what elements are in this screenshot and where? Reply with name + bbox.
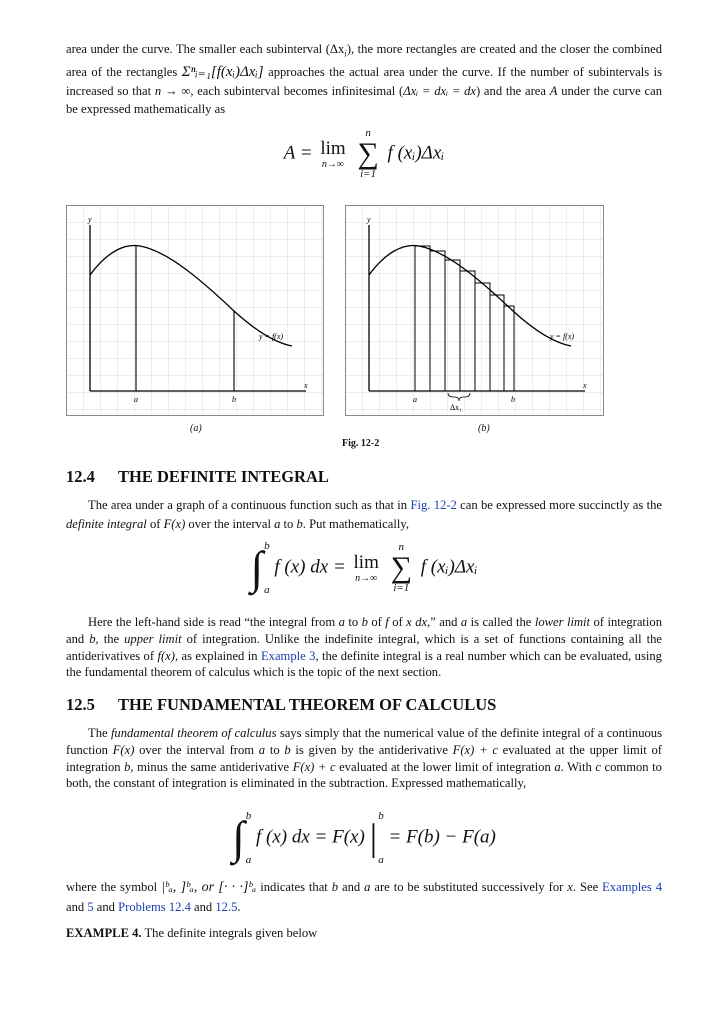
link-example-5[interactable]: 5 [87, 899, 94, 914]
inline-math: f(x) [157, 648, 175, 663]
eq-lhs: f (x) dx = [274, 556, 346, 578]
inline-var: b [89, 631, 96, 646]
link-problems-12-4[interactable]: Problems 12.4 [118, 899, 191, 914]
eq-body: f (xᵢ)Δxᵢ [387, 142, 445, 164]
text-run: . [237, 899, 241, 914]
caption-a: (a) [190, 423, 202, 434]
term: fundamental theorem of calculus [110, 726, 277, 740]
text-run: ), the more rectangles are created and the closer the combined area of the rectangles [66, 42, 663, 80]
curve-label: y = f(x) [550, 332, 575, 341]
tick-a-label: a [413, 395, 417, 404]
graph-b [345, 205, 604, 416]
text-run: evaluated at the lower limit of integration [335, 759, 555, 774]
example-label: EXAMPLE 4. [66, 926, 142, 940]
inline-var: a [338, 615, 345, 629]
eq-body: f (xᵢ)Δxᵢ [420, 556, 478, 578]
sum-upper: n [365, 127, 371, 139]
text-run: of [146, 516, 164, 531]
link-example-3[interactable]: Example 3 [260, 648, 316, 663]
integral-operator [251, 540, 270, 596]
text-run: of integration. Unlike the indefinite integral, which is a set of functions containing all the antiderivatives of [66, 631, 662, 663]
text-sub: i [344, 48, 347, 59]
section-title: THE DEFINITE INTEGRAL [118, 467, 329, 486]
lower-limit: a [264, 584, 270, 596]
text-run: approaches the actual area under the curve. If the number of subintervals is increased so that [66, 65, 662, 98]
text-run: ) and the area [475, 83, 550, 98]
equation-area-limit [66, 128, 662, 180]
inline-var: a [460, 615, 468, 629]
text-run: to [280, 516, 297, 531]
sigma-symbol: ∑ [390, 551, 412, 584]
graph-a [66, 205, 324, 416]
integral-limits [264, 540, 270, 596]
inline-math: Δxᵢ = dxᵢ = dx [403, 83, 476, 98]
text-run: ,” and [427, 615, 461, 629]
text-run: and [190, 899, 216, 914]
inline-symbols: |ᵇₐ, ]ᵇₐ, or [· · ·]ᵇₐ [161, 880, 257, 895]
eq-lhs: A = [283, 142, 313, 164]
bar-lower: a [378, 854, 384, 866]
text-run: indicates that [256, 880, 332, 894]
inline-var: c [595, 759, 601, 774]
delta-x-label: Δx₁ [450, 403, 462, 412]
bar-limits [378, 810, 384, 866]
lim-subscript: n→∞ [355, 572, 378, 584]
tick-b-label: b [232, 395, 236, 404]
text-run: says simply that the numerical value of the definite integral of a continuous function [66, 726, 662, 757]
integral-limits [246, 810, 252, 866]
inline-math: n → ∞ [154, 83, 191, 98]
inline-var: b [124, 759, 131, 774]
inline-var: b [296, 516, 303, 531]
eq-rhs: = F(b) − F(a) [388, 826, 496, 848]
figure-panel-a [66, 205, 324, 416]
lim-text: lim [320, 137, 346, 159]
text-run: over the interval [185, 516, 275, 531]
text-run: . See [572, 880, 603, 894]
integral-sign: ∫ [232, 812, 245, 863]
symbol-paragraph [66, 878, 662, 916]
evaluation-bar [370, 810, 384, 866]
sum-upper: n [398, 541, 405, 553]
text-run: where the symbol [66, 880, 162, 894]
lim-text: lim [353, 551, 379, 573]
text-run: is called the [467, 615, 535, 629]
text-run: and [66, 899, 88, 914]
figure-12-2 [66, 205, 662, 455]
inline-var: x [567, 880, 573, 894]
y-axis-label: y [88, 215, 92, 224]
inline-var: a [274, 516, 281, 531]
section-number: 12.5 [66, 695, 95, 714]
y-axis-label: y [367, 215, 371, 224]
upper-limit: b [245, 810, 252, 822]
text-run: Here the left-hand side is read “the integral from [88, 615, 339, 629]
sum-lower: i=1 [393, 582, 410, 594]
text-run: , as explained in [174, 648, 261, 663]
example-text: The definite integrals given below [144, 926, 318, 940]
section-heading-12-4 [66, 467, 329, 487]
text-run: of [367, 615, 386, 629]
x-axis-label: x [583, 381, 587, 390]
sum-lower: i=1 [360, 168, 377, 180]
section-number: 12.4 [66, 467, 95, 486]
text-run: , the [95, 631, 125, 646]
text-run: The area under a graph of a continuous function such as that in [88, 498, 411, 512]
term: upper limit [124, 631, 182, 646]
curve-label: y = f(x) [259, 332, 284, 341]
equation-fundamental-theorem [66, 810, 662, 866]
sum-operator [391, 542, 412, 594]
integral-operator [232, 810, 251, 866]
text-run: over the interval from [134, 742, 259, 757]
inline-var: f [385, 615, 389, 629]
text-run: can be expressed more succinctly as the [456, 498, 662, 512]
figure-panel-b [345, 205, 604, 416]
text-run: is given by the antiderivative [290, 742, 453, 757]
definite-integral-paragraph [66, 496, 662, 533]
text-run: . Put mathematically, [302, 516, 409, 531]
inline-var: a [364, 880, 371, 894]
text-run: , minus the same antiderivative [130, 759, 293, 774]
text-run: of integration and [66, 615, 662, 646]
inline-var: a [258, 742, 266, 757]
inline-var: b [331, 880, 339, 894]
link-fig-12-2[interactable]: Fig. 12-2 [410, 498, 457, 512]
text-run: area under the curve. The smaller each subinterval (Δx [66, 42, 345, 56]
text-run: common to both, the constant of integration is eliminated in the subtraction. Expressed mathematically, [66, 759, 662, 791]
inline-math: x dx [406, 615, 428, 629]
text-run: The [88, 726, 111, 740]
text-run: to [344, 615, 362, 629]
limits-paragraph [66, 614, 662, 681]
text-run: to [265, 742, 285, 757]
lim-subscript: n→∞ [321, 158, 345, 170]
limit-operator [354, 553, 379, 584]
bar-upper: b [378, 810, 384, 822]
tick-b-label: b [511, 395, 515, 404]
eq-lhs: f (x) dx = F(x) [256, 826, 365, 848]
fundamental-theorem-paragraph [66, 725, 662, 792]
section-heading-12-5 [66, 695, 496, 715]
text-run: under the curve can be expressed mathematically as [66, 83, 662, 117]
intro-paragraph [66, 40, 662, 119]
inline-var: a [554, 759, 561, 774]
text-run: , the definite integral is a real number which can be evaluated, using the fundamental theorem of calculus which is the topic of the next section. [66, 648, 662, 680]
figure-caption: Fig. 12-2 [342, 438, 380, 449]
text-run: . With [560, 759, 596, 774]
link-examples-4[interactable]: Examples 4 [602, 880, 663, 894]
inline-sum-expression: Σⁿᵢ₌₁[f(xᵢ)Δxᵢ] [181, 64, 264, 81]
integral-sign: ∫ [250, 542, 264, 593]
link-problem-12-5[interactable]: 12.5 [215, 899, 238, 914]
term: lower limit [534, 615, 591, 629]
term: definite integral [66, 516, 147, 531]
text-run: and [93, 899, 119, 914]
section-title: THE FUNDAMENTAL THEOREM OF CALCULUS [118, 695, 497, 714]
text-run: , each subinterval becomes infinitesimal ( [190, 83, 404, 98]
inline-math: F(x) [163, 516, 186, 531]
caption-b: (b) [478, 423, 490, 434]
inline-math: F(x) + c [292, 759, 336, 774]
text-run: and [338, 880, 365, 894]
lower-limit: a [245, 854, 252, 866]
upper-limit: b [264, 540, 270, 552]
equation-definite-integral [66, 540, 662, 596]
inline-var: b [361, 615, 368, 629]
text-run: are to be substituted successively for [370, 880, 568, 894]
x-axis-label: x [304, 381, 308, 390]
example-4 [66, 924, 662, 943]
tick-a-label: a [134, 395, 138, 404]
inline-var: b [284, 742, 291, 757]
inline-math: F(x) + c [452, 742, 498, 757]
sum-operator [357, 128, 378, 180]
limit-operator [320, 139, 345, 170]
bar-symbol: | [369, 817, 378, 859]
text-run: evaluated at the upper limit of integration [66, 742, 663, 774]
inline-math: F(x) [112, 742, 135, 757]
inline-var: A [549, 83, 558, 98]
sigma-symbol: ∑ [357, 137, 379, 170]
grid-background [67, 206, 324, 416]
text-run: of [388, 615, 407, 629]
